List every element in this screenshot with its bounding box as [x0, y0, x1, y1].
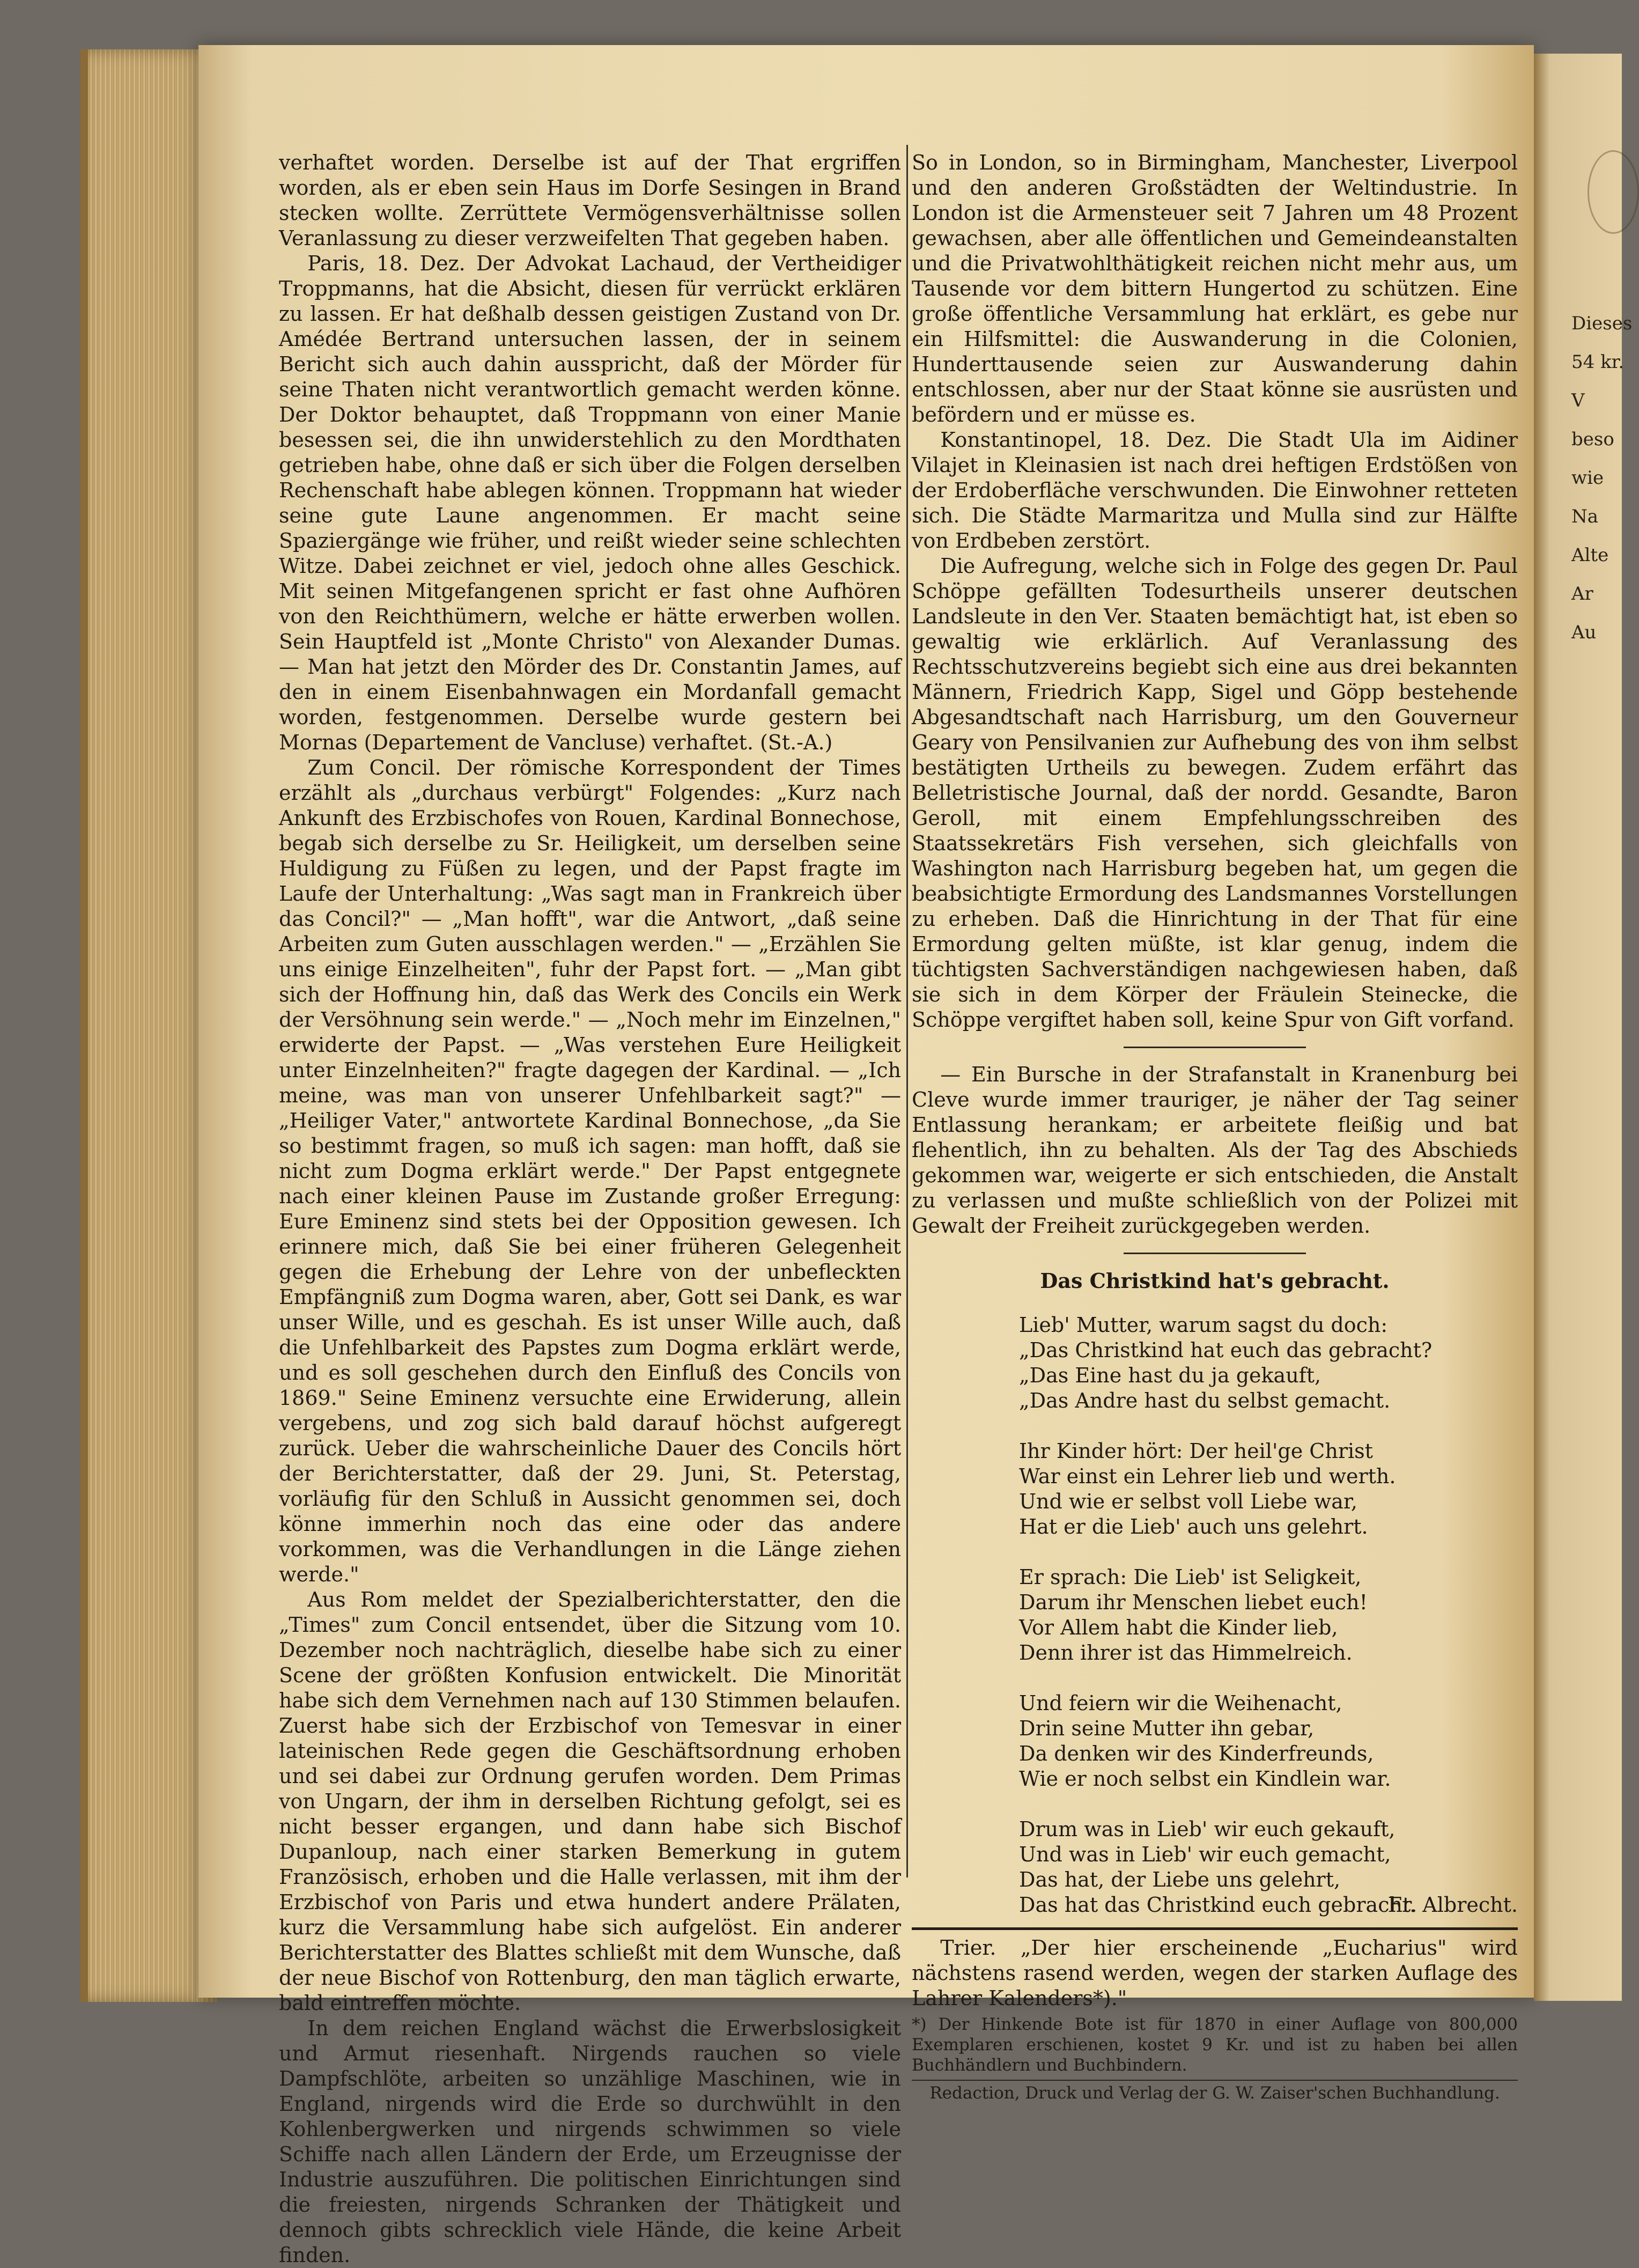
- poem-line: „Das Eine hast du ja gekauft,: [1019, 1364, 1321, 1387]
- article-strafanstalt: — Ein Bursche in der Strafanstalt in Kranenburg bei Cleve wurde immer trauriger, je näher der Tag seiner Entlassung herankam; er arbeitete fleißig und bat flehentlich, ihn zu behalten. Als der Tag des Abschieds gekommen war, weigerte er sich entschieden, die Anstalt zu verlassen und mußte schließlich von der Polizei mit Gewalt der Freiheit zurückgegeben werden.: [912, 1063, 1518, 1238]
- book-page-edges: [80, 49, 217, 2002]
- notice-rule: [912, 1927, 1518, 1930]
- article-england: In dem reichen England wächst die Erwerbslosigkeit und Armut riesenhaft. Nirgends rauchen so viele Dampfschlöte, arbeiten so unzählige Maschinen, wie in England, nirgends wird die Erde so durchwühlt in den Kohlenbergwerken und nirgends schwimmen so viele Schiffe nach allen Ländern der Erde, um Erzeugnisse der Industrie auszuführen. Die politischen Einrichtungen sind die freiesten, nirgends Schranken der Thätigkeit und dennoch gibts schrecklich viele Hände, die keine Arbeit finden.: [279, 2016, 901, 2267]
- poem-line: Wie er noch selbst ein Kindlein war.: [1019, 1767, 1391, 1791]
- poem-line: „Das Christkind hat euch das gebracht?: [1019, 1338, 1433, 1362]
- poem-author: Fr. Albrecht.: [1387, 1893, 1518, 1917]
- fragment: beso: [1571, 429, 1614, 450]
- article-konstantinopel: Konstantinopel, 18. Dez. Die Stadt Ula im Aidiner Vilajet in Kleinasien ist nach drei heftigen Erdstößen von der Erdoberfläche verschwunden. Die Einwohner retteten sich. Die Städte Marmaritza und Mulla sind zur Hälfte von Erdbeben zerstört.: [912, 428, 1518, 553]
- imprint: Redaction, Druck und Verlag der G. W. Zaiser'schen Buchhandlung.: [912, 2080, 1518, 2103]
- poem-line: Drin seine Mutter ihn gebar,: [1019, 1717, 1315, 1740]
- poem-line: Drum was in Lieb' wir euch gekauft,: [1019, 1817, 1396, 1841]
- poem-stanza: [1019, 1565, 1518, 1666]
- poem-line: Und feiern wir die Weihenacht,: [1019, 1691, 1342, 1715]
- fragment: Alte: [1571, 544, 1609, 566]
- fragment: Ar: [1571, 583, 1593, 605]
- poem-line: Da denken wir des Kinderfreunds,: [1019, 1742, 1374, 1765]
- notice-trier: Trier. „Der hier erscheinende „Eucharius" wird nächstens rasend werden, wegen der starken Auflage des Lahrer Kalenders*).": [912, 1936, 1518, 2010]
- section-divider: [1124, 1253, 1306, 1254]
- column-rule: [906, 145, 908, 1877]
- fragment: Dieses: [1571, 313, 1633, 334]
- section-divider: [1124, 1047, 1306, 1048]
- poem-line: Ihr Kinder hört: Der heil'ge Christ: [1019, 1439, 1373, 1463]
- facing-page-seal: [1588, 150, 1639, 234]
- footnote: *) Der Hinkende Bote ist für 1870 in einer Auflage von 800,000 Exemplaren erschienen, kostet 9 Kr. und ist zu haben bei allen Buchhändlern und Buchbindern.: [912, 2015, 1518, 2075]
- poem-stanza: [1019, 1439, 1518, 1540]
- poem-line: Er sprach: Die Lieb' ist Seligkeit,: [1019, 1565, 1362, 1589]
- article-schoeppe: Die Aufregung, welche sich in Folge des gegen Dr. Paul Schöppe gefällten Todesurtheils unserer deutschen Landsleute in den Ver. Staaten bemächtigt hat, ist eben so gewaltig wie erklärlich. Auf Veranlassung des Rechtsschutzvereins begiebt sich eine aus drei bekannten Männern, Friedrich Kapp, Sigel und Göpp bestehende Abgesandtschaft nach Harrisburg, um den Gouverneur Geary von Pensilvanien zur Aufhebung des von ihm selbst bestätigten Urtheils zu bewegen. Zudem erfährt das Belletristische Journal, daß der nordd. Gesandte, Baron Geroll, mit einem Empfehlungsschreiben des Staatssekretärs Fish versehen, sich gleichfalls von Washington nach Harrisburg begeben hat, um gegen die beabsichtigte Ermordung des Landsmannes Vorstellungen zu erheben. Daß die Hinrichtung in der That für eine Ermordung gelten müßte, ist klar genug, indem die tüchtigsten Sachverständigen nachgewiesen haben, daß sie sich in dem Körper der Fräulein Steinecke, die Schöppe vergiftet haben soll, keine Spur von Gift vorfand.: [912, 554, 1518, 1032]
- article-paris: Paris, 18. Dez. Der Advokat Lachaud, der Vertheidiger Troppmanns, hat die Absicht, diesen für verrückt erklären zu lassen. Er hat deßhalb dessen geistigen Zustand von Dr. Amédée Bertrand untersuchen lassen, der in seinem Bericht sich auch dahin ausspricht, daß der Mörder für seine Thaten nicht verantwortlich gemacht werden könne. Der Doktor behauptet, daß Troppmann von einer Manie besessen sei, die ihn unwiderstehlich zu den Mordthaten getrieben habe, ohne daß er sich über die Folgen derselben Rechenschaft habe ablegen können. Troppmann hat wieder seine gute Laune angenommen. Er macht seine Spaziergänge wie früher, und reißt wieder seine schlechten Witze. Dabei zeichnet er viel, jedoch ohne alles Geschick. Mit seinen Mitgefangenen spricht er fast ohne Aufhören von den Reichthümern, welche er hätte erwerben wollen. Sein Hauptfeld ist „Monte Christo" von Alexander Dumas. — Man hat jetzt den Mörder des Dr. Constantin James, auf den in einem Eisenbahnwagen ein Mordanfall gemacht worden, festgenommen. Derselbe wurde gestern bei Mornas (Departement de Vancluse) verhaftet. (St.-A.): [279, 252, 901, 754]
- poem-title: Das Christkind hat's gebracht.: [1040, 1269, 1390, 1293]
- right-column: [912, 150, 1518, 2103]
- poem-line: Vor Allem habt die Kinder lieb,: [1019, 1616, 1338, 1639]
- article-england-cont: So in London, so in Birmingham, Manchester, Liverpool und den anderen Großstädten der Weltindustrie. In London ist die Armensteuer seit 7 Jahren um 48 Prozent gewachsen, aber alle öffentlichen und Gemeindeanstalten und die Privatwohlthätigkeit reichen nicht mehr aus, um Tausende vor dem bittern Hungertod zu schützen. Eine große öffentliche Versammlung hat erklärt, es gebe nur ein Hilfsmittel: die Auswanderung in die Colonien, Hunderttausende seien zur Auswanderung dahin entschlossen, aber nur der Staat könne sie ausrüsten und befördern und er müsse es.: [912, 151, 1518, 426]
- poem-stanza: [1019, 1691, 1518, 1792]
- facing-page-text: [1571, 311, 1632, 659]
- fragment: wie: [1571, 467, 1604, 489]
- poem-line: „Das Andre hast du selbst gemacht.: [1019, 1389, 1391, 1412]
- article-rom: Aus Rom meldet der Spezialberichterstatter, den die „Times" zum Concil entsendet, über die Sitzung vom 10. Dezember noch nachträglich, dieselbe habe sich zu einer Scene der größten Konfusion entwickelt. Die Minorität habe sich dem Vernehmen nach auf 130 Stimmen belaufen. Zuerst habe sich der Erzbischof von Temesvar in einer lateinischen Rede gegen die Geschäftsordnung erhoben und sei dabei zur Ordnung gerufen worden. Dem Primas von Ungarn, der ihm in derselben Richtung gefolgt, sei es nicht besser ergangen, und dann habe sich Bischof Dupanloup, nach einer starken Bemerkung in gutem Französisch, erhoben und die Halle verlassen, mit ihm der Erzbischof von Paris und etwa hundert andere Prälaten, kurz die Versammlung habe sich aufgelöst. Ein anderer Berichterstatter des Blattes schließt mit dem Wunsche, daß der neue Bischof von Rottenburg, den man täglich erwarte, bald eintreffen möchte.: [279, 1588, 901, 2015]
- poem-line: Lieb' Mutter, warum sagst du doch:: [1019, 1313, 1388, 1337]
- fragment: 54 kr.: [1571, 351, 1624, 373]
- poem-line: War einst ein Lehrer lieb und werth.: [1019, 1464, 1396, 1488]
- fragment: Na: [1571, 506, 1599, 527]
- poem-line: Und wie er selbst voll Liebe war,: [1019, 1490, 1357, 1513]
- poem-line: Das hat das Christkind euch gebracht.: [1019, 1893, 1417, 1917]
- left-column: [279, 150, 901, 2268]
- poem-line: Denn ihrer ist das Himmelreich.: [1019, 1641, 1353, 1665]
- article-arson: verhaftet worden. Derselbe ist auf der That ergriffen worden, als er eben sein Haus im Dorfe Sesingen in Brand stecken wollte. Zerrüttete Vermögensverhältnisse sollen Veranlassung zu dieser verzweifelten That gegeben haben.: [279, 151, 901, 250]
- poem-stanza: [1019, 1313, 1518, 1413]
- poem-line: Und was in Lieb' wir euch gemacht,: [1019, 1843, 1391, 1866]
- poem-line: Hat er die Lieb' auch uns gelehrt.: [1019, 1515, 1368, 1538]
- poem-line: Darum ihr Menschen liebet euch!: [1019, 1590, 1368, 1614]
- poem-line: Das hat, der Liebe uns gelehrt,: [1019, 1868, 1341, 1891]
- article-concil: Zum Concil. Der römische Korrespondent der Times erzählt als „durchaus verbürgt" Folgendes: „Kurz nach Ankunft des Erzbischofes von Rouen, Kardinal Bonnechose, begab sich derselbe zu Sr. Heiligkeit, um derselben seine Huldigung zu Füßen zu legen, und der Papst fragte im Laufe der Unterhaltung: „Was sagt man in Frankreich über das Concil?" — „Man hofft", war die Antwort, „daß seine Arbeiten zum Guten ausschlagen werden." — „Erzählen Sie uns einige Einzelheiten", fuhr der Papst fort. — „Man gibt sich der Hoffnung hin, daß das Werk des Concils ein Werk der Versöhnung sein werde." — „Noch mehr im Einzelnen," erwiderte der Papst. — „Was verstehen Eure Heiligkeit unter Einzelnheiten?" fragte dagegen der Kardinal. — „Ich meine, was man von unserer Unfehlbarkeit sagt?" — „Heiliger Vater," antwortete Kardinal Bonnechose, „da Sie so bestimmt fragen, so muß ich sagen: man hofft, daß sie nicht zum Dogma erklärt werde." Der Papst entgegnete nach einer kleinen Pause im Zustande großer Erregung: Eure Eminenz sind stets bei der Opposition gewesen. Ich erinnere mich, daß Sie bei einer früheren Gelegenheit gegen die Erhebung der Lehre von der unbefleckten Empfängniß zum Dogma waren, aber, Gott sei Dank, es war unser Wille, und es geschah. Es ist unser Wille auch, daß die Unfehlbarkeit des Papstes zum Dogma erklärt werde, und es soll geschehen durch den Einfluß des Concils von 1869." Seine Eminenz versuchte eine Erwiderung, allein vergebens, und zog sich bald darauf höchst aufgeregt zurück. Ueber die wahrscheinliche Dauer des Concils hört der Berichterstatter, daß der 29. Juni, St. Peterstag, vorläufig für den Schluß in Aussicht genommen sei, doch könne immerhin noch das eine oder das andere vorkommen, was die Verhandlungen in die Länge ziehen werde.": [279, 756, 901, 1586]
- fragment: V: [1571, 390, 1585, 411]
- fragment: Au: [1571, 622, 1597, 643]
